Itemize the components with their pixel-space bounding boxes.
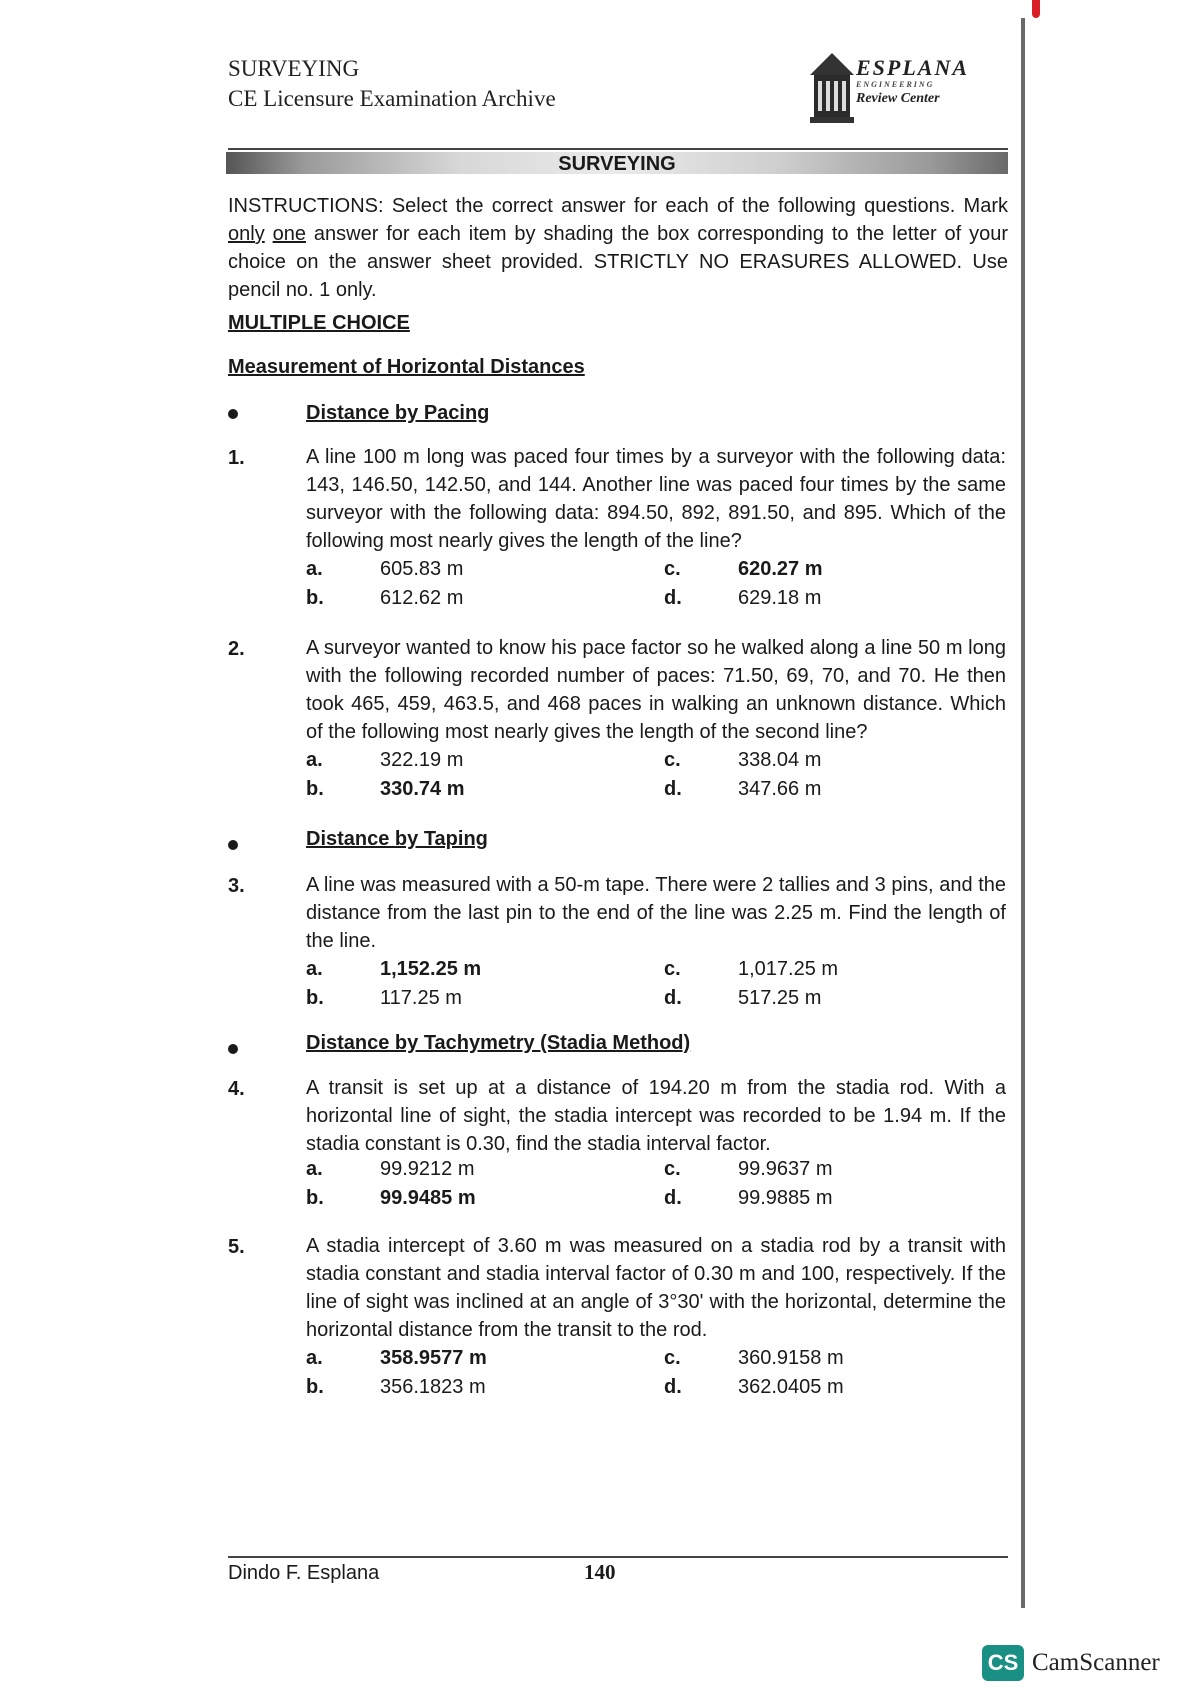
page-number: 140 — [584, 1560, 616, 1584]
sub-heading: Measurement of Horizontal Distances — [228, 356, 585, 378]
question-5-option-d — [664, 1373, 844, 1401]
camscanner-name: CamScanner — [1032, 1649, 1160, 1676]
question-2-option-a — [306, 746, 463, 774]
question-1-text: A line 100 m long was paced four times by a surveyor with the following data: 143, 146.50, 142.50, and 144. Another line was paced four times by the same surveyor with the following data: 894.50, 892, 891.50, and 895. Which of the following most nearly gives the length of the line? — [306, 446, 1006, 552]
option-letter: c. — [664, 749, 681, 771]
question-4-text: A transit is set up at a distance of 194.20 m from the stadia rod. With a horizontal line of sight, the stadia intercept was recorded to be 1.94 m. If the stadia constant is 0.30, find the stadia interval factor. — [306, 1077, 1006, 1155]
option-value: 612.62 m — [380, 587, 464, 609]
question-5-option-c — [664, 1344, 844, 1372]
question-4-option-c — [664, 1155, 833, 1183]
question-2-option-c — [664, 746, 821, 774]
bullet-pacing — [228, 409, 238, 419]
option-value: 99.9637 m — [738, 1158, 833, 1180]
question-1-option-a — [306, 555, 463, 583]
option-value: 347.66 m — [738, 778, 822, 800]
option-letter: b. — [306, 987, 324, 1009]
title-bar — [226, 152, 1008, 174]
option-letter: a. — [306, 749, 323, 771]
topic-taping: Distance by Taping — [306, 828, 488, 850]
question-3-option-a — [306, 955, 481, 983]
option-letter: a. — [306, 558, 323, 580]
option-value: 358.9577 m — [380, 1347, 487, 1369]
question-5-option-b — [306, 1373, 486, 1401]
header-archive: CE Licensure Examination Archive — [228, 86, 556, 111]
question-5-number: 5. — [228, 1236, 245, 1258]
header-subject: SURVEYING — [228, 56, 360, 81]
option-letter: d. — [664, 778, 682, 800]
option-value: 605.83 m — [380, 558, 464, 580]
question-4-number: 4. — [228, 1078, 245, 1100]
instructions-one: one — [272, 223, 306, 245]
question-2-number: 2. — [228, 638, 245, 660]
bullet-taping — [228, 840, 238, 850]
option-letter: c. — [664, 1347, 681, 1369]
option-letter: b. — [306, 1376, 324, 1398]
option-letter: b. — [306, 778, 324, 800]
logo-name: ESPLANA — [856, 55, 970, 80]
question-4-option-b — [306, 1184, 476, 1212]
option-letter: b. — [306, 1187, 324, 1209]
question-5-option-a — [306, 1344, 487, 1372]
option-value: 620.27 m — [738, 558, 823, 580]
option-value: 362.0405 m — [738, 1376, 844, 1398]
option-letter: c. — [664, 1158, 681, 1180]
camscanner-watermark — [982, 1644, 1160, 1682]
question-4-option-d — [664, 1184, 833, 1212]
section-heading: MULTIPLE CHOICE — [228, 312, 410, 334]
option-letter: a. — [306, 1347, 323, 1369]
question-1-option-d — [664, 584, 821, 612]
option-letter: d. — [664, 1376, 682, 1398]
camscanner-icon: CS — [982, 1645, 1024, 1681]
question-3-option-d — [664, 984, 821, 1012]
option-value: 360.9158 m — [738, 1347, 844, 1369]
option-value: 517.25 m — [738, 987, 822, 1009]
topic-pacing: Distance by Pacing — [306, 402, 490, 424]
instructions-part-2: answer for each item by shading the box corresponding to the letter of your choice on the answer sheet provided. STRICTLY NO ERASURES ALLOWED. Use pencil no. 1 only. — [228, 223, 1008, 301]
esplana-logo — [806, 45, 1006, 127]
option-letter: b. — [306, 587, 324, 609]
option-letter: c. — [664, 558, 681, 580]
bullet-stadia — [228, 1044, 238, 1054]
building-logo-icon — [806, 45, 858, 127]
question-1-option-b — [306, 584, 463, 612]
logo-subtitle: ENGINEERING — [856, 80, 935, 89]
option-letter: d. — [664, 987, 682, 1009]
option-letter: c. — [664, 958, 681, 980]
page-title: SURVEYING — [558, 153, 676, 175]
question-1-option-c — [664, 555, 823, 583]
option-value: 99.9485 m — [380, 1187, 476, 1209]
instructions-only: only — [228, 223, 265, 245]
question-3-option-c — [664, 955, 838, 983]
topic-stadia: Distance by Tachymetry (Stadia Method) — [306, 1032, 691, 1054]
option-letter: d. — [664, 1187, 682, 1209]
option-value: 338.04 m — [738, 749, 822, 771]
option-letter: a. — [306, 958, 323, 980]
question-3-text: A line was measured with a 50-m tape. There were 2 tallies and 3 pins, and the distance from the last pin to the end of the line was 2.25 m. Find the length of the line. — [306, 874, 1006, 952]
option-value: 117.25 m — [380, 987, 462, 1009]
question-5-text: A stadia intercept of 3.60 m was measured on a stadia rod by a transit with stadia constant and stadia interval factor of 0.30 m and 100, respectively. If the line of sight was inclined at an angle of 3°30' with the horizontal, determine the horizontal distance from the transit to the rod. — [306, 1235, 1006, 1341]
question-2-text: A surveyor wanted to know his pace factor so he walked along a line 50 m long with the following recorded number of paces: 71.50, 69, 70, and 70. He then took 465, 459, 463.5, and 468 paces in walking an unknown distance. Which of the following most nearly gives the length of the second line? — [306, 637, 1006, 743]
footer-author: Dindo F. Esplana — [228, 1562, 380, 1584]
option-value: 99.9885 m — [738, 1187, 833, 1209]
option-letter: d. — [664, 587, 682, 609]
option-value: 99.9212 m — [380, 1158, 475, 1180]
option-value: 330.74 m — [380, 778, 465, 800]
option-value: 1,152.25 m — [380, 958, 482, 980]
header-divider — [228, 148, 1008, 150]
instructions-part-1: INSTRUCTIONS: Select the correct answer for each of the following questions. Mark — [228, 195, 1008, 217]
option-letter: a. — [306, 1158, 323, 1180]
question-1-number: 1. — [228, 447, 245, 469]
option-value: 356.1823 m — [380, 1376, 486, 1398]
instructions — [228, 192, 1008, 304]
document-header — [228, 54, 556, 114]
instructions-space — [265, 223, 273, 245]
question-3-number: 3. — [228, 875, 245, 897]
footer-divider — [228, 1556, 1008, 1558]
question-3-option-b — [306, 984, 462, 1012]
option-value: 1,017.25 m — [738, 958, 839, 980]
option-value: 322.19 m — [380, 749, 464, 771]
question-2-option-b — [306, 775, 465, 803]
page-edge — [1021, 18, 1025, 1608]
question-4-option-a — [306, 1155, 475, 1183]
question-2-option-d — [664, 775, 821, 803]
logo-review-center: Review Center — [856, 91, 940, 106]
logo-text — [856, 57, 1006, 107]
option-value: 629.18 m — [738, 587, 822, 609]
red-corner-mark — [1032, 0, 1040, 18]
